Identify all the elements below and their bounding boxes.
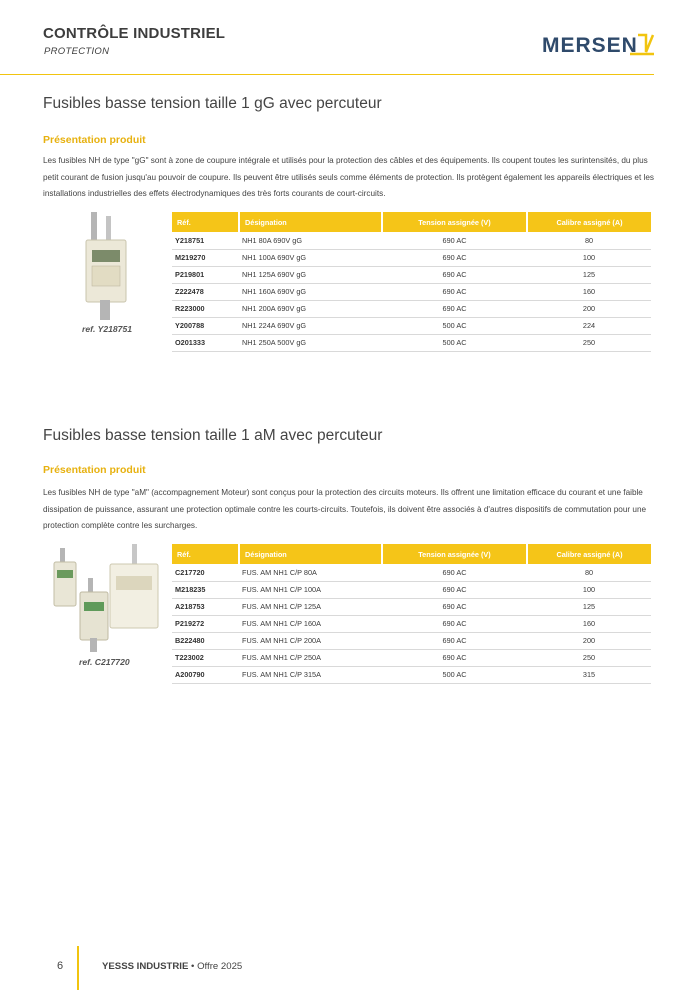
page-number: 6 bbox=[57, 960, 64, 972]
table-header-row bbox=[172, 212, 651, 232]
cell-tension: 690 AC bbox=[382, 632, 527, 649]
cell-ref: M218235 bbox=[172, 581, 239, 598]
cell-ref: M219270 bbox=[172, 249, 239, 266]
cell-tension: 690 AC bbox=[382, 598, 527, 615]
section1-table bbox=[172, 212, 651, 352]
table-row bbox=[172, 266, 651, 283]
cell-designation: NH1 100A 690V gG bbox=[239, 249, 382, 266]
cell-designation: NH1 80A 690V gG bbox=[239, 232, 382, 249]
cell-ref: Y200788 bbox=[172, 317, 239, 334]
cell-calibre: 250 bbox=[527, 649, 651, 666]
cell-calibre: 315 bbox=[527, 666, 651, 683]
section2-title: Fusibles basse tension taille 1 aM avec percuteur bbox=[43, 427, 383, 444]
cell-tension: 690 AC bbox=[382, 581, 527, 598]
footer-offer: Offre 2025 bbox=[197, 961, 243, 972]
footer-bullet: • bbox=[191, 961, 195, 972]
cell-ref: Y218751 bbox=[172, 232, 239, 249]
cell-ref: P219801 bbox=[172, 266, 239, 283]
column-header-calibre: Calibre assigné (A) bbox=[527, 212, 651, 232]
cell-calibre: 100 bbox=[527, 249, 651, 266]
column-header-ref: Réf. bbox=[172, 544, 239, 564]
column-header-designation: Désignation bbox=[239, 212, 382, 232]
cell-ref: O201333 bbox=[172, 334, 239, 351]
cell-calibre: 80 bbox=[527, 564, 651, 581]
table-row bbox=[172, 598, 651, 615]
table-row bbox=[172, 632, 651, 649]
cell-tension: 690 AC bbox=[382, 564, 527, 581]
column-header-ref: Réf. bbox=[172, 212, 239, 232]
table-row bbox=[172, 300, 651, 317]
table-row bbox=[172, 334, 651, 351]
footer-text bbox=[102, 961, 242, 972]
cell-designation: NH1 250A 500V gG bbox=[239, 334, 382, 351]
cell-tension: 500 AC bbox=[382, 334, 527, 351]
cell-designation: FUS. AM NH1 C/P 160A bbox=[239, 615, 382, 632]
table-row bbox=[172, 249, 651, 266]
table-row bbox=[172, 232, 651, 249]
cell-designation: NH1 160A 690V gG bbox=[239, 283, 382, 300]
table-row bbox=[172, 666, 651, 683]
cell-tension: 690 AC bbox=[382, 615, 527, 632]
table-row bbox=[172, 317, 651, 334]
fuse-gg-image bbox=[82, 212, 138, 320]
cell-designation: FUS. AM NH1 C/P 200A bbox=[239, 632, 382, 649]
cell-tension: 690 AC bbox=[382, 232, 527, 249]
cell-tension: 690 AC bbox=[382, 649, 527, 666]
section2-table bbox=[172, 544, 651, 684]
cell-tension: 690 AC bbox=[382, 249, 527, 266]
header-divider bbox=[0, 74, 654, 75]
table-row bbox=[172, 615, 651, 632]
cell-ref: B222480 bbox=[172, 632, 239, 649]
table-row bbox=[172, 649, 651, 666]
cell-calibre: 200 bbox=[527, 632, 651, 649]
mersen-logo bbox=[542, 30, 658, 60]
cell-designation: FUS. AM NH1 C/P 250A bbox=[239, 649, 382, 666]
page-header-subtitle: PROTECTION bbox=[44, 46, 110, 57]
cell-designation: FUS. AM NH1 C/P 125A bbox=[239, 598, 382, 615]
section1-presentation-title: Présentation produit bbox=[43, 134, 146, 146]
cell-ref: A218753 bbox=[172, 598, 239, 615]
cell-calibre: 250 bbox=[527, 334, 651, 351]
cell-designation: FUS. AM NH1 C/P 315A bbox=[239, 666, 382, 683]
column-header-tension: Tension assignée (V) bbox=[382, 212, 527, 232]
cell-calibre: 200 bbox=[527, 300, 651, 317]
column-header-designation: Désignation bbox=[239, 544, 382, 564]
cell-calibre: 224 bbox=[527, 317, 651, 334]
fuse-am-image bbox=[50, 542, 162, 654]
cell-ref: Z222478 bbox=[172, 283, 239, 300]
cell-calibre: 125 bbox=[527, 598, 651, 615]
cell-ref: C217720 bbox=[172, 564, 239, 581]
cell-tension: 500 AC bbox=[382, 666, 527, 683]
cell-tension: 690 AC bbox=[382, 300, 527, 317]
table-row bbox=[172, 564, 651, 581]
section1-description: Les fusibles NH de type "gG" sont à zone de coupure intégrale et utilisés pour la protection des câbles et des équipements. Ils coupent toutes les surintensités, du plus petit courant de fusion jusqu'au pouvoir de coupure. Ils peuvent être utilisés seuls comme éléments de protection. Ils protègent également les appareils électriques et les installations industrielles des effets électrodynamiques des très forts courants de court-circuits. bbox=[43, 156, 654, 198]
cell-designation: NH1 125A 690V gG bbox=[239, 266, 382, 283]
cell-designation: NH1 224A 690V gG bbox=[239, 317, 382, 334]
cell-calibre: 125 bbox=[527, 266, 651, 283]
svg-text:MERSEN: MERSEN bbox=[542, 34, 638, 57]
section1-image-caption: ref. Y218751 bbox=[82, 324, 133, 334]
cell-ref: P219272 bbox=[172, 615, 239, 632]
cell-designation: FUS. AM NH1 C/P 80A bbox=[239, 564, 382, 581]
page-header-title: CONTRÔLE INDUSTRIEL bbox=[43, 25, 226, 42]
footer-brand: YESSS INDUSTRIE bbox=[102, 961, 189, 972]
table-header-row bbox=[172, 544, 651, 564]
cell-tension: 690 AC bbox=[382, 283, 527, 300]
section2-presentation-title: Présentation produit bbox=[43, 464, 146, 476]
column-header-tension: Tension assignée (V) bbox=[382, 544, 527, 564]
cell-ref: T223002 bbox=[172, 649, 239, 666]
cell-designation: FUS. AM NH1 C/P 100A bbox=[239, 581, 382, 598]
section1-title: Fusibles basse tension taille 1 gG avec percuteur bbox=[43, 95, 382, 112]
section2-description: Les fusibles NH de type "aM" (accompagnement Moteur) sont conçus pour la protection des circuits moteurs. Ils offrent une limitation efficace du courant et une faible dissipation de puissance, assurant une protection optimale contre les courts-circuits. Toutefois, ils doivent être associés à d'autres dispositifs de commutation pour une protection complète contre les surcharges. bbox=[43, 488, 647, 530]
cell-tension: 500 AC bbox=[382, 317, 527, 334]
cell-calibre: 160 bbox=[527, 283, 651, 300]
cell-calibre: 160 bbox=[527, 615, 651, 632]
section2-image-caption: ref. C217720 bbox=[79, 657, 130, 667]
cell-ref: A200790 bbox=[172, 666, 239, 683]
cell-tension: 690 AC bbox=[382, 266, 527, 283]
column-header-calibre: Calibre assigné (A) bbox=[527, 544, 651, 564]
cell-designation: NH1 200A 690V gG bbox=[239, 300, 382, 317]
cell-ref: R223000 bbox=[172, 300, 239, 317]
table-row bbox=[172, 581, 651, 598]
cell-calibre: 80 bbox=[527, 232, 651, 249]
table-row bbox=[172, 283, 651, 300]
cell-calibre: 100 bbox=[527, 581, 651, 598]
footer-divider bbox=[77, 946, 79, 990]
